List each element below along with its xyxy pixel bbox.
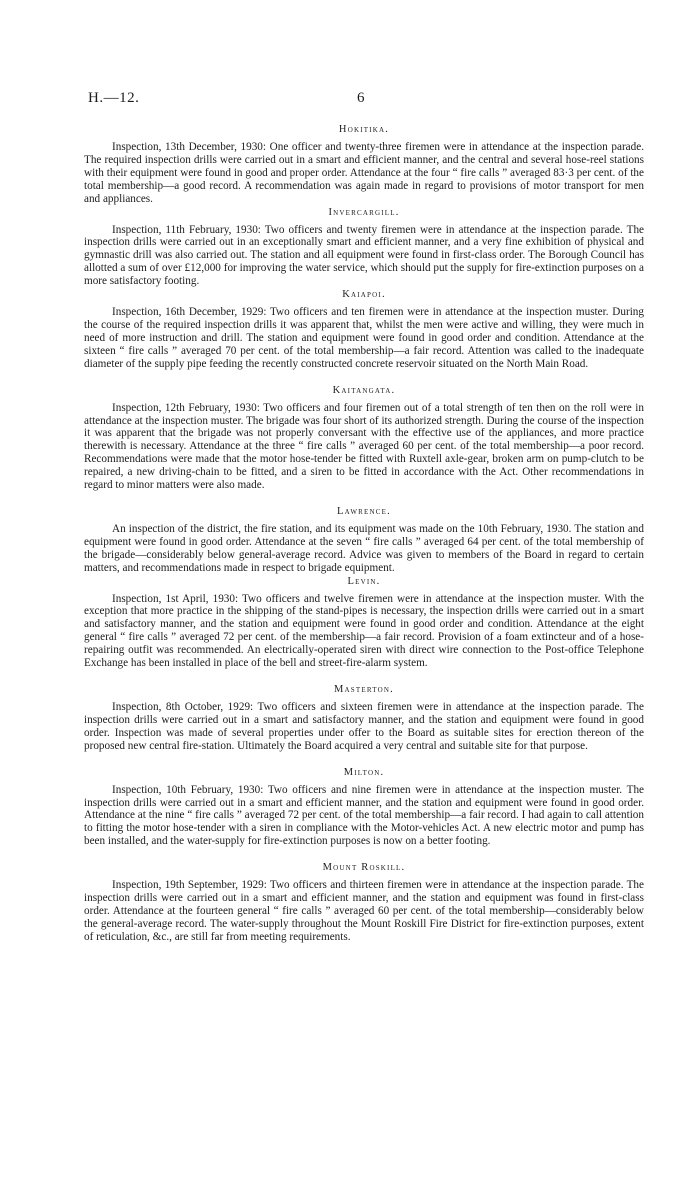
section-lawrence (84, 506, 644, 575)
document-body (84, 124, 644, 944)
section-heading: Lawrence. (337, 505, 391, 517)
page-header (88, 90, 648, 110)
section-heading: Mount Roskill. (322, 862, 406, 874)
section-invercargill (84, 207, 644, 289)
section-paragraph: An inspection of the district, the fire station, and its equipment was made on the 10th February, 1930. The station and equipment were found in good order. Attendance at the seven “ fire calls ” averaged 64 per cent. of the total membership of the brigade—considerably below general-average record. Advice was given to members of the Board in regard to certain matters, and recommendations made in respect to brigade equipment. (84, 522, 644, 574)
section-heading: Kaiapoi. (342, 289, 386, 301)
section-heading: Kaitangata. (332, 384, 396, 396)
page-number: 6 (357, 90, 365, 106)
section-hokitika (84, 124, 644, 206)
section-heading: Levin. (347, 575, 381, 587)
section-levin (84, 576, 644, 670)
section-kaitangata (84, 385, 644, 492)
section-mount-roskill (84, 862, 644, 944)
section-paragraph: Inspection, 8th October, 1929: Two officers and sixteen firemen were in attendance at the inspection parade. The inspection drills were carried out in a smart and satisfactory manner, and the station and equipment were found in good order. Inspection was made of several properties under offer to the Board as suitable sites for erection thereon of the proposed new central fire-station. Ultimately the Board acquired a very central and suitable site for that purpose. (84, 701, 644, 752)
section-heading: Hokitika. (338, 124, 390, 135)
section-heading: Milton. (343, 766, 385, 778)
section-paragraph: Inspection, 12th February, 1930: Two officers and four firemen out of a total strength of ten then on the roll were in attendance at the inspection muster. The brigade was four short of its authorized strength. During the course of the inspection it was apparent that the brigade was not properly conversant with the effective use of the appliances, and more practice therewith is necessary. Attendance at the three “ fire calls ” averaged 60 per cent. of the total membership—a poor record. Recommendations were made that the motor hose-tender be fitted with Ruxtell axle-gear, broken arm on pump-clutch to be repaired, a new driving-chain to be fitted, and a siren to be fitted in accordance with the Act. Other recommendations in regard to minor matters were also made. (84, 401, 644, 492)
section-paragraph: Inspection, 13th December, 1930: One officer and twenty-three firemen were in attendance at the inspection parade. The required inspection drills were carried out in a smart and efficient manner, and the central and several hose-reel stations with their equipment were found in good and proper order. Attendance at the four “ fire calls ” averaged 83·3 per cent. of the total membership—a good record. A recommendation was again made in regard to provisions of motor transport for men and appliances. (84, 141, 644, 205)
section-milton (84, 767, 644, 849)
section-paragraph: Inspection, 19th September, 1929: Two officers and thirteen firemen were in attendance at the inspection parade. The inspection drills were carried out in a smart and efficient manner, and the station and equipment was found in first-class order. Attendance at the fourteen general “ fire calls ” averaged 60 per cent. of the total membership—considerably below the general-average record. The water-supply throughout the Mount Roskill Fire District for fire-extinction purposes, extent of reticulation, &c., are still far from meeting requirements. (84, 879, 644, 943)
section-masterton (84, 684, 644, 753)
section-paragraph: Inspection, 1st April, 1930: Two officers and twelve firemen were in attendance at the inspection muster. With the exception that more practice in the shipping of the stand-pipes is necessary, the inspection drills were carried out in a smart and satisfactory manner, and the station and equipment were found in good order and condition. Attendance at the eight general “ fire calls ” averaged 72 per cent. of the membership—a fair record. Provision of a foam extincteur and of a hose-repairing outfit was recommended. An electrically-operated siren with direct wire connection to the Post-office Telephone Exchange has been installed in place of the bell and street-fire-alarm system. (84, 592, 644, 670)
page-reference: H.—12. (88, 90, 140, 106)
section-paragraph: Inspection, 10th February, 1930: Two officers and nine firemen were in attendance at the inspection muster. The inspection drills were carried out in a smart and efficient manner, and the station and equipment were found in good order. Attendance at the nine “ fire calls ” averaged 72 per cent. of the total membership—a fair record. I had again to call attention to fitting the motor hose-tender with a siren in compliance with the Motor-vehicles Act. A new electric motor and pump has been installed, and the water-supply for fire-extinction purposes is now on a better footing. (84, 783, 644, 848)
section-heading: Invercargill. (328, 206, 400, 218)
section-kaiapoi (84, 289, 644, 371)
section-paragraph: Inspection, 16th December, 1929: Two officers and ten firemen were in attendance at the inspection muster. During the course of the required inspection drills it was apparent that, whilst the men were active and willing, they were much in need of more instruction and drill. The station and equipment were found in good order and condition. Attendance at the sixteen “ fire calls ” averaged 70 per cent. of the total membership—a fair record. Attention was called to the inadequate diameter of the supply pipe feeding the recently constructed concrete reservoir situated on the North Main Road. (84, 306, 644, 370)
section-heading: Masterton. (334, 684, 394, 695)
section-paragraph: Inspection, 11th February, 1930: Two officers and twenty firemen were in attendance at the inspection parade. The inspection drills were carried out in an exceptionally smart and efficient manner, and a very fine exhibition of physical and gymnastic drill was also carried out. The station and all equipment were found in first-class order. The Borough Council has allotted a sum of over £12,000 for improving the water service, which should put the supply for fire-extinction purposes on a more satisfactory footing. (84, 223, 644, 288)
